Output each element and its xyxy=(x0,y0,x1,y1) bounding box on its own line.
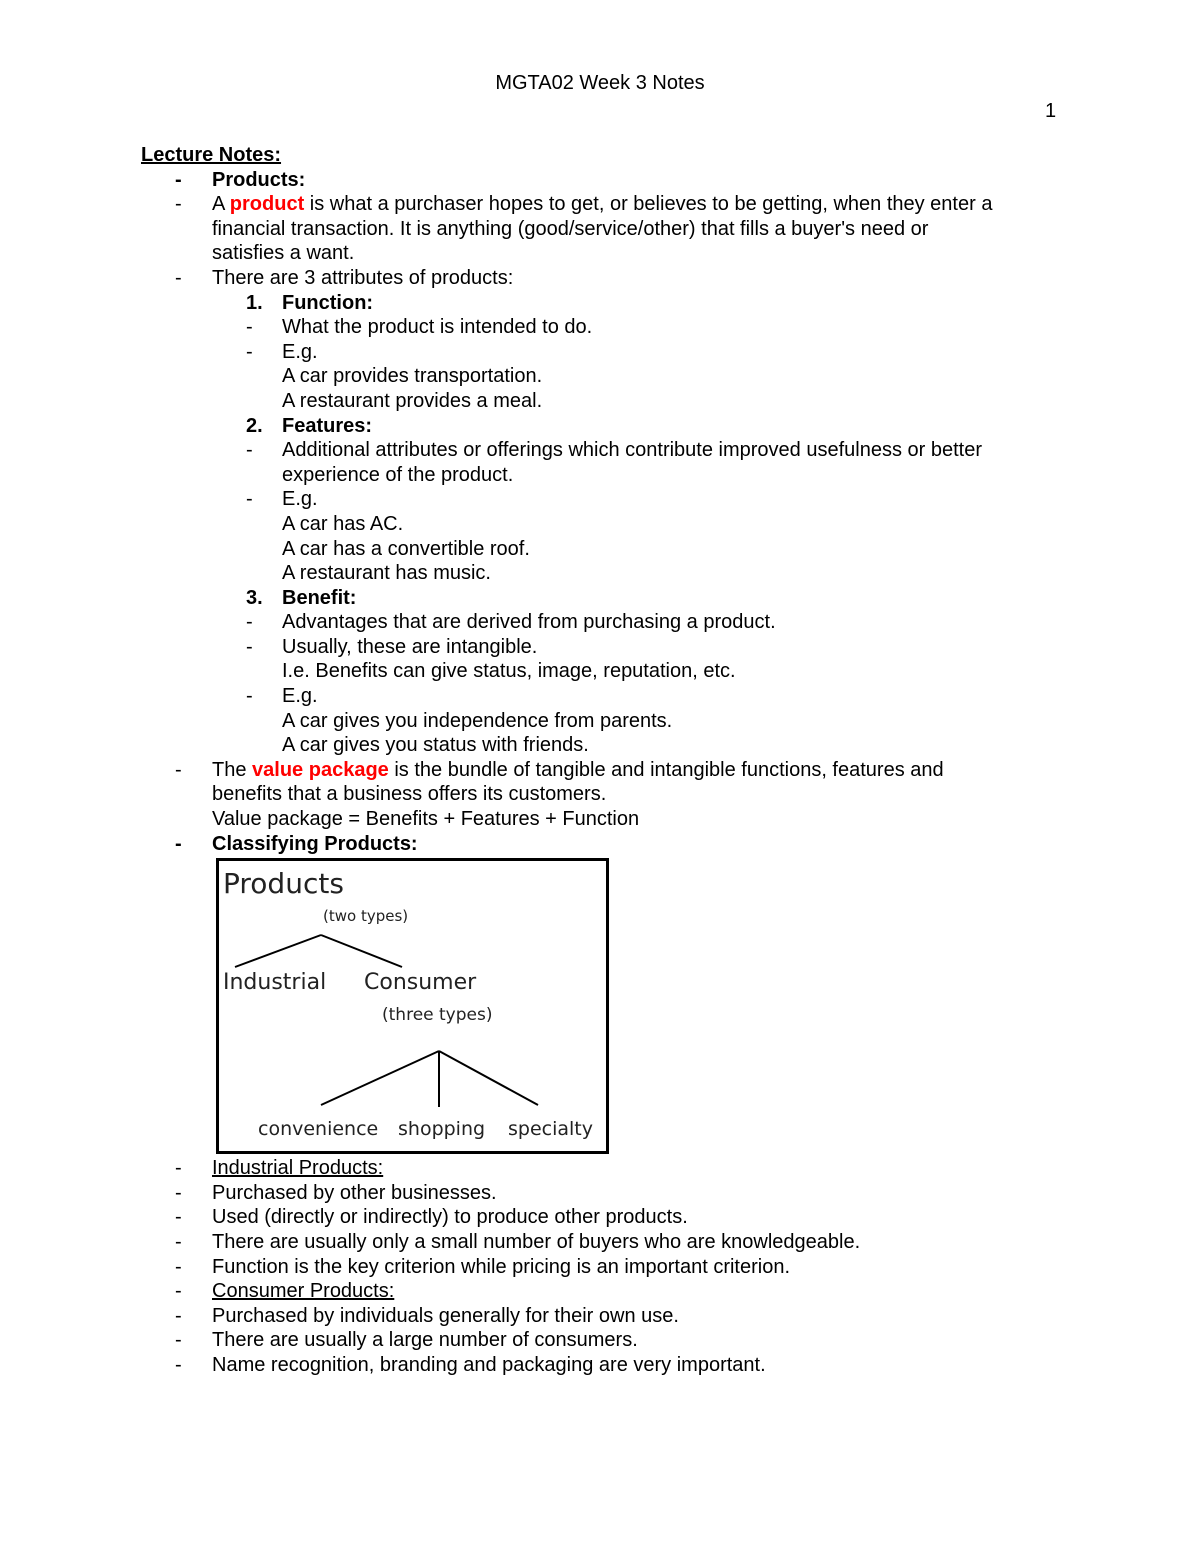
term-product: product xyxy=(229,193,305,216)
example-line: A car has AC. xyxy=(282,512,404,535)
list-item: - Used (directly or indirectly) to produce other products. xyxy=(175,1206,688,1229)
list-item: - Products: xyxy=(175,168,306,191)
diagram-shopping: shopping xyxy=(398,1118,486,1141)
sub-item: - E.g. xyxy=(246,340,318,363)
function-heading: Function: xyxy=(282,291,374,314)
list-item: - Name recognition, branding and packaging are very important. xyxy=(175,1353,766,1376)
list-item: - The value package is the bundle of tangible and intangible functions, features and xyxy=(175,758,944,781)
sub-item: - E.g. xyxy=(246,685,318,708)
list-item: - Function is the key criterion while pricing is an important criterion. xyxy=(175,1255,791,1278)
sub-item: - Additional attributes or offerings which contribute improved usefulness or better xyxy=(246,439,983,462)
list-item: - Industrial Products: xyxy=(175,1157,384,1180)
continuation-line: benefits that a business offers its customers. xyxy=(212,783,607,806)
branch-line-consumer xyxy=(321,935,402,967)
branch-line-convenience xyxy=(321,1051,439,1105)
classifying-heading: Classifying Products: xyxy=(212,832,418,855)
numbered-item: 1. Function: xyxy=(246,291,374,314)
diagram-consumer: Consumer xyxy=(364,970,477,996)
diagram-industrial: Industrial xyxy=(223,970,327,996)
continuation-line: financial transaction. It is anything (good/service/other) that fills a buyer's need or xyxy=(212,217,929,240)
branch-line-specialty xyxy=(439,1051,538,1105)
example-line: A car gives you independence from parents. xyxy=(282,709,673,732)
example-line: A restaurant has music. xyxy=(282,562,491,585)
products-heading: Products: xyxy=(212,168,306,191)
sub-item: - E.g. xyxy=(246,488,318,511)
sub-item: - Usually, these are intangible. xyxy=(246,635,538,658)
example-line: A car gives you status with friends. xyxy=(282,734,589,757)
example-line: A restaurant provides a meal. xyxy=(282,389,543,412)
continuation-line: satisfies a want. xyxy=(212,242,355,265)
numbered-item: 3. Benefit: xyxy=(246,586,357,609)
example-line: A car provides transportation. xyxy=(282,365,543,388)
diagram-specialty: specialty xyxy=(508,1118,593,1141)
term-value-package: value package xyxy=(252,758,389,781)
list-item: - Consumer Products: xyxy=(175,1280,395,1303)
list-item: - Classifying Products: xyxy=(175,832,418,855)
example-line: A car has a convertible roof. xyxy=(282,537,530,560)
continuation-line: I.e. Benefits can give status, image, reputation, etc. xyxy=(282,660,736,683)
list-item: - Purchased by other businesses. xyxy=(175,1181,497,1204)
formula-line: Value package = Benefits + Features + Function xyxy=(212,808,640,831)
numbered-item: 2. Features: xyxy=(246,414,373,437)
branch-line-industrial xyxy=(235,935,321,967)
diagram-three-types: (three types) xyxy=(382,1005,493,1026)
continuation-line: experience of the product. xyxy=(282,463,514,486)
diagram-title: Products xyxy=(223,867,344,901)
sub-item: - What the product is intended to do. xyxy=(246,316,593,339)
notes-body xyxy=(142,143,1072,1378)
list-item: - There are usually a large number of consumers. xyxy=(175,1329,638,1352)
diagram-two-types: (two types) xyxy=(323,907,409,926)
industrial-products-heading: Industrial Products: xyxy=(212,1157,384,1180)
features-heading: Features: xyxy=(282,414,373,437)
list-item: - Purchased by individuals generally for their own use. xyxy=(175,1304,679,1327)
sub-item: - Advantages that are derived from purchasing a product. xyxy=(246,611,776,634)
list-item: - There are 3 attributes of products: xyxy=(175,266,514,289)
consumer-products-heading: Consumer Products: xyxy=(212,1280,395,1303)
list-item: - There are usually only a small number of buyers who are knowledgeable. xyxy=(175,1231,861,1253)
list-item: - A product is what a purchaser hopes to get, or believes to be getting, when they enter a xyxy=(175,193,993,216)
page-number: 1 xyxy=(1045,100,1057,122)
diagram-convenience: convenience xyxy=(258,1118,379,1141)
benefit-heading: Benefit: xyxy=(282,586,357,609)
page-header: MGTA02 Week 3 Notes xyxy=(495,72,705,94)
section-title: Lecture Notes: xyxy=(141,144,282,166)
product-classification-diagram xyxy=(216,858,609,1154)
